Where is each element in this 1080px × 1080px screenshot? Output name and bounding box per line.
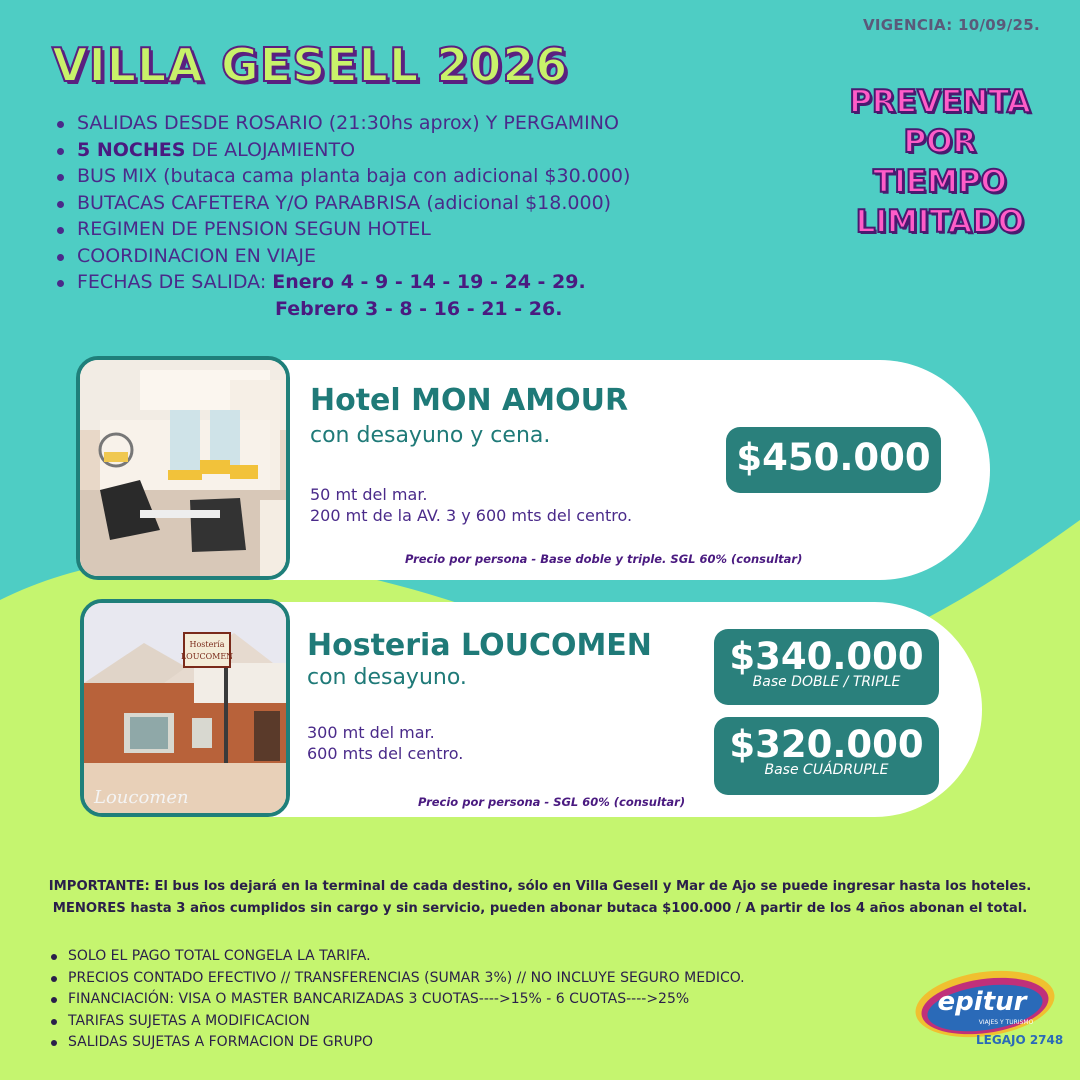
distance-line: 300 mt del mar. <box>307 723 435 742</box>
photo-caption: Loucomen <box>94 787 189 808</box>
price-badge-quadruple <box>714 717 939 795</box>
info-item-continued <box>55 296 630 323</box>
info-item: BUTACAS CAFETERA Y/O PARABRISA (adicional $18.000) <box>55 190 630 217</box>
price-badge <box>726 427 941 493</box>
validity-date: VIGENCIA: 10/09/25. <box>863 16 1040 34</box>
sign-line-2: LOUCOMEN <box>180 652 234 661</box>
distance-line: 50 mt del mar. <box>310 485 428 504</box>
page-title: VILLA GESELL 2026 <box>52 38 569 92</box>
price-amount: $450.000 <box>736 436 931 479</box>
price-amount: $320.000 <box>729 723 924 766</box>
price-base: Base CUÁDRUPLE <box>764 762 889 778</box>
presale-line: TIEMPO <box>873 164 1007 200</box>
dates-january: Enero 4 - 9 - 14 - 19 - 24 - 29. <box>272 271 586 293</box>
hotel-distances <box>307 722 463 764</box>
info-item: BUS MIX (butaca cama planta baja con adicional $30.000) <box>55 163 630 190</box>
logo-tagline: VIAJES Y TURISMO <box>978 1019 1034 1026</box>
conditions-list <box>50 946 745 1054</box>
trip-info-list <box>55 110 630 322</box>
price-note: Precio por persona - Base doble y triple. SGL 60% (consultar) <box>405 552 803 566</box>
info-item <box>55 269 630 296</box>
hotel-photo-loucomen <box>80 599 290 817</box>
nights-count: 5 NOCHES <box>77 138 186 161</box>
presale-line: POR <box>903 124 977 160</box>
condition-item: SOLO EL PAGO TOTAL CONGELA LA TARIFA. <box>50 946 745 968</box>
condition-item: PRECIOS CONTADO EFECTIVO // TRANSFERENCIAS (SUMAR 3%) // NO INCLUYE SEGURO MEDICO. <box>50 968 745 990</box>
logo-name: epitur <box>937 987 1027 1017</box>
hotel-name: Hosteria LOUCOMEN <box>307 628 652 663</box>
notice-line: MENORES hasta 3 años cumplidos sin cargo y sin servicio, pueden abonar butaca $100.000 / A partir de los 4 años abonan el total. <box>52 901 1028 916</box>
distance-line: 200 mt de la AV. 3 y 600 mts del centro. <box>310 506 633 525</box>
price-note: Precio por persona - SGL 60% (consultar) <box>418 795 686 809</box>
distance-line: 600 mts del centro. <box>307 744 464 763</box>
condition-item: SALIDAS SUJETAS A FORMACION DE GRUPO <box>50 1032 745 1054</box>
important-notice <box>20 876 1060 920</box>
condition-item: FINANCIACIÓN: VISA O MASTER BANCARIZADAS 3 CUOTAS---->15% - 6 CUOTAS---->25% <box>50 989 745 1011</box>
price-badge-double-triple <box>714 629 939 705</box>
presale-banner <box>830 82 1050 242</box>
license-number: LEGAJO 2748 <box>976 1033 1064 1047</box>
sign-line-1: Hostería <box>189 640 225 649</box>
hotel-distances <box>310 484 632 526</box>
dates-february: Febrero 3 - 8 - 16 - 21 - 26. <box>275 297 563 320</box>
presale-line: PREVENTA <box>849 84 1031 120</box>
nights-label: DE ALOJAMIENTO <box>185 138 356 161</box>
info-item <box>55 137 630 164</box>
info-item: COORDINACION EN VIAJE <box>55 243 630 270</box>
condition-item: TARIFAS SUJETAS A MODIFICACION <box>50 1011 745 1033</box>
price-base: Base DOBLE / TRIPLE <box>752 674 901 690</box>
presale-line: LIMITADO <box>855 204 1025 240</box>
dates-label: FECHAS DE SALIDA: <box>77 271 273 293</box>
info-item: REGIMEN DE PENSION SEGUN HOTEL <box>55 216 630 243</box>
hotel-board: con desayuno. <box>307 665 467 690</box>
hotel-photo-mon-amour <box>76 356 290 580</box>
hotel-board: con desayuno y cena. <box>310 423 551 448</box>
notice-line: IMPORTANTE: El bus los dejará en la terminal de cada destino, sólo en Villa Gesell y Mar de Ajo se puede ingresar hasta los hoteles. <box>48 879 1032 894</box>
hotel-name: Hotel MON AMOUR <box>310 383 629 418</box>
price-amount: $340.000 <box>729 635 924 678</box>
info-item: SALIDAS DESDE ROSARIO (21:30hs aprox) Y PERGAMINO <box>55 110 630 137</box>
